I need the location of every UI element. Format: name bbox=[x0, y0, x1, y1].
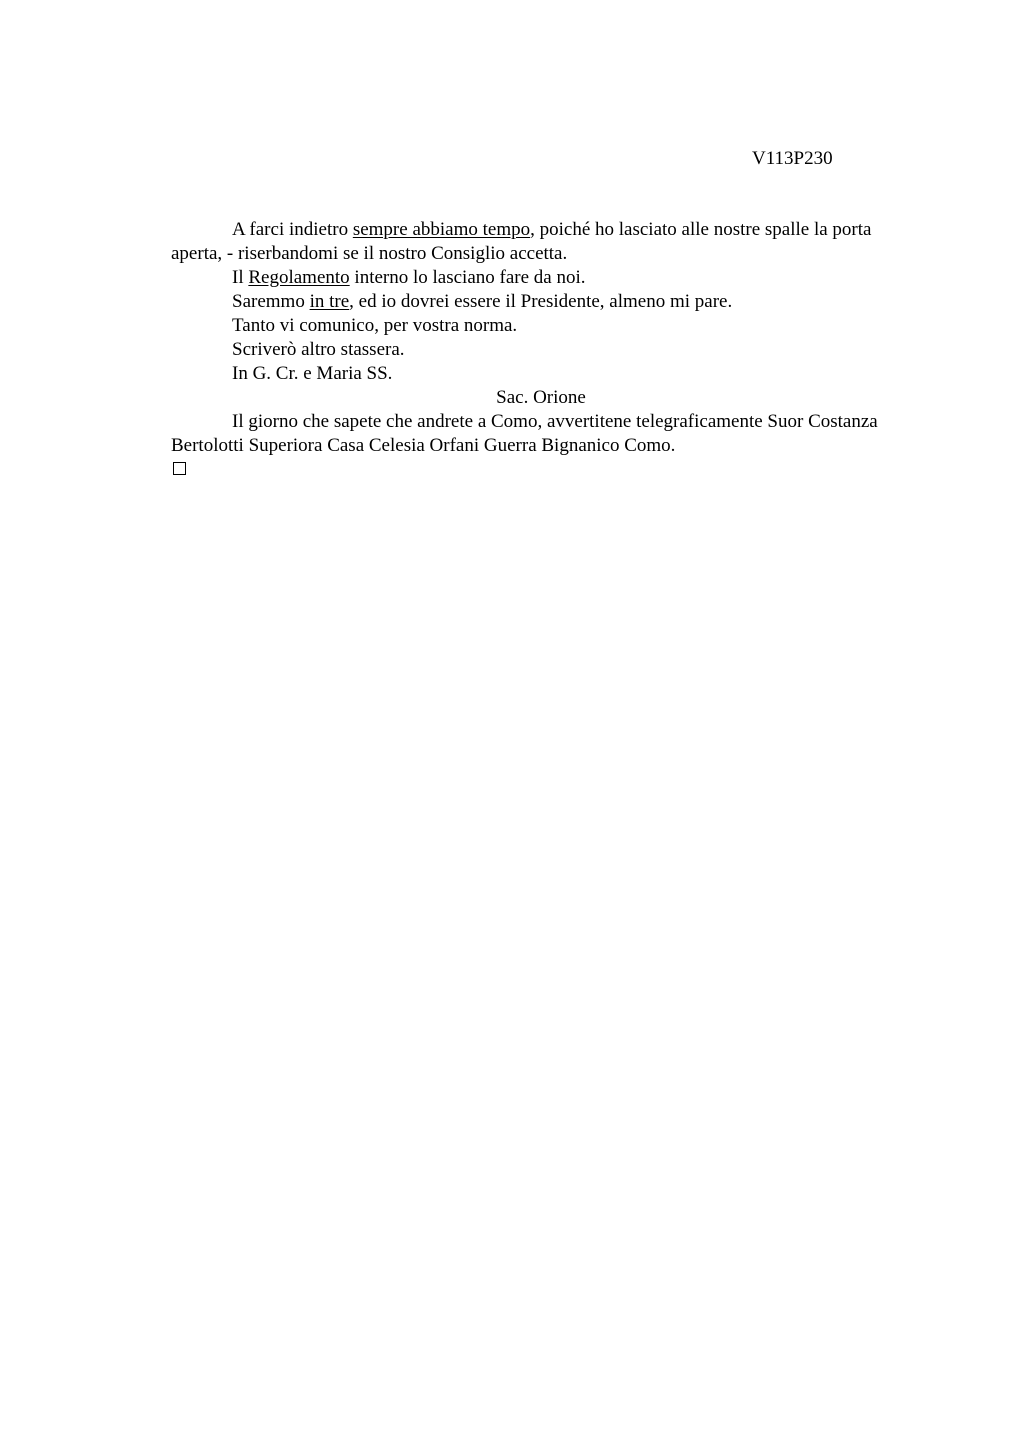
letter-body bbox=[171, 218, 891, 475]
closing-line: In G. Cr. e Maria SS. bbox=[232, 363, 393, 384]
signature: Sac. Orione bbox=[496, 387, 586, 408]
paragraph-3-text-end: , ed io dovrei essere il Presidente, almeno mi pare. bbox=[349, 291, 733, 312]
paragraph-2-text-end: interno lo lasciano fare da noi. bbox=[349, 267, 586, 288]
paragraph-1-text-end: , poiché ho lasciato alle nostre spalle la porta aperta, - riserbandomi se il nostro Consiglio accetta. bbox=[171, 219, 872, 264]
paragraph-3-text-start: Saremmo bbox=[232, 291, 310, 312]
paragraph-1 bbox=[171, 218, 891, 266]
underlined-phrase: Regolamento bbox=[248, 267, 350, 288]
paragraph-1-text-start: A farci indietro bbox=[232, 219, 353, 240]
paragraph-2 bbox=[171, 266, 891, 290]
page-id: V113P230 bbox=[752, 148, 833, 169]
paragraph-3 bbox=[171, 290, 891, 314]
paragraph-5: Scriverò altro stassera. bbox=[232, 339, 405, 360]
underlined-phrase: sempre abbiamo tempo bbox=[352, 219, 531, 240]
paragraph-4: Tanto vi comunico, per vostra norma. bbox=[232, 315, 518, 336]
end-marker-box-icon bbox=[173, 462, 186, 475]
underlined-phrase: in tre bbox=[309, 291, 350, 312]
postscript: Il giorno che sapete che andrete a Como, avvertitene telegraficamente Suor Costanza Bertolotti Superiora Casa Celesia Orfani Guerra Bignanico Como. bbox=[171, 411, 878, 456]
paragraph-2-text-start: Il bbox=[232, 267, 249, 288]
